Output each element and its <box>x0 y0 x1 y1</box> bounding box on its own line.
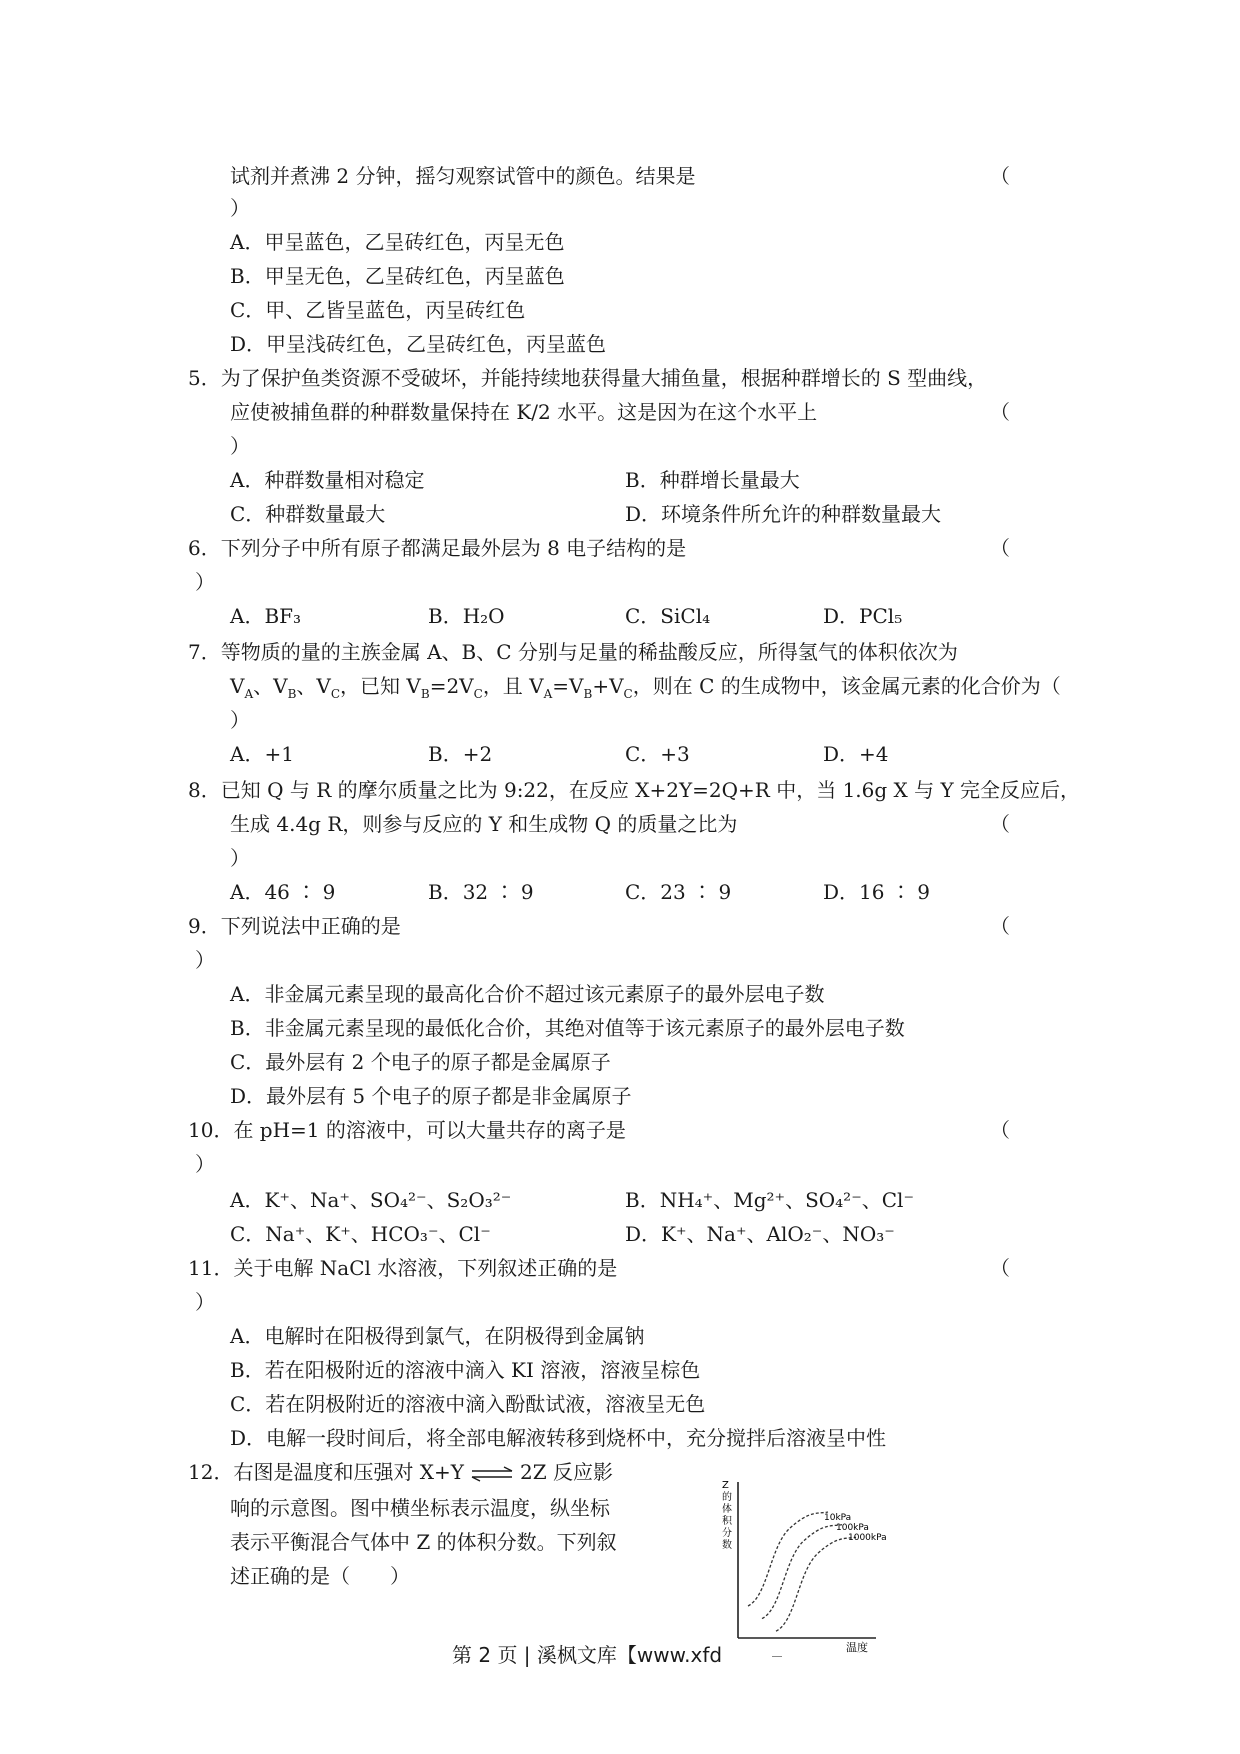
q10-option-a: A．K⁺、Na⁺、SO₄²⁻、S₂O₃²⁻ <box>230 1188 512 1212</box>
answer-paren-close: ） <box>195 948 215 972</box>
q7-option-b: B．+2 <box>428 742 493 766</box>
q4-option-a: A．甲呈蓝色，乙呈砖红色，丙呈无色 <box>230 230 565 254</box>
q6-option-d: D．PCl₅ <box>823 604 903 628</box>
q12-stem-line1-part1: 12．右图是温度和压强对 X+Y <box>188 1460 465 1484</box>
y-axis-label-char: 的 <box>722 1492 732 1503</box>
y-axis-label-char: 分 <box>722 1528 732 1539</box>
series-line-1 <box>748 1512 828 1606</box>
answer-paren-close: ） <box>230 196 250 220</box>
q5-option-d: D．环境条件所允许的种群数量最大 <box>625 502 942 526</box>
y-axis-label-char: 积 <box>722 1516 732 1527</box>
q5-stem-line2: 应使被捕鱼群的种群数量保持在 K/2 水平。这是因为在这个水平上 <box>230 400 818 424</box>
answer-paren-open: （ <box>990 164 1010 188</box>
q12-stem-line3: 表示平衡混合气体中 Z 的体积分数。下列叙 <box>230 1530 617 1554</box>
q5-stem-line1: 5．为了保护鱼类资源不受破坏，并能持续地获得量大捕鱼量，根据种群增长的 S 型曲线， <box>188 366 988 390</box>
q8-option-b: B．32 ∶ 9 <box>428 880 534 904</box>
q4-option-d: D．甲呈浅砖红色，乙呈砖红色，丙呈蓝色 <box>230 332 607 356</box>
q7-option-a: A．+1 <box>230 742 294 766</box>
q6-stem: 6．下列分子中所有原子都满足最外层为 8 电子结构的是 <box>188 536 687 560</box>
q11-option-c: C．若在阴极附近的溶液中滴入酚酞试液，溶液呈无色 <box>230 1392 706 1416</box>
y-axis-label-char: 体 <box>722 1504 732 1515</box>
answer-paren-open: （ <box>990 1118 1010 1142</box>
q11-option-d: D．电解一段时间后，将全部电解液转移到烧杯中，充分搅拌后溶液呈中性 <box>230 1426 887 1450</box>
q12-stem-line1 <box>188 1458 613 1486</box>
q11-option-b: B．若在阳极附近的溶液中滴入 KI 溶液，溶液呈棕色 <box>230 1358 701 1382</box>
y-axis-label <box>722 1480 733 1551</box>
answer-paren-open: （ <box>990 400 1010 424</box>
q7-option-d: D．+4 <box>823 742 889 766</box>
answer-paren-close: ） <box>230 708 250 732</box>
y-axis-label-char: 数 <box>722 1540 732 1551</box>
q7-stem-line1: 7．等物质的量的主族金属 A、B、C 分别与足量的稀盐酸反应，所得氢气的体积依次为 <box>188 640 958 664</box>
q4-option-b: B．甲呈无色，乙呈砖红色，丙呈蓝色 <box>230 264 565 288</box>
y-axis-label-char: Z <box>722 1480 729 1491</box>
x-axis-label: 温度 <box>846 1641 868 1654</box>
q11-stem: 11．关于电解 NaCl 水溶液，下列叙述正确的是 <box>188 1256 618 1280</box>
q6-option-a: A．BF₃ <box>230 604 302 628</box>
answer-paren-open: （ <box>990 812 1010 836</box>
series-line-3 <box>776 1537 856 1631</box>
q8-option-d: D．16 ∶ 9 <box>823 880 930 904</box>
answer-paren-close: ） <box>195 1152 215 1176</box>
q6-option-b: B．H₂O <box>428 604 505 628</box>
q7-option-c: C．+3 <box>625 742 690 766</box>
series-label-3: 1000kPa <box>848 1533 887 1543</box>
q9-option-c: C．最外层有 2 个电子的原子都是金属原子 <box>230 1050 611 1074</box>
series-line-2 <box>762 1525 842 1619</box>
q10-option-c: C．Na⁺、K⁺、HCO₃⁻、Cl⁻ <box>230 1222 491 1246</box>
q11-option-a: A．电解时在阳极得到氯气，在阴极得到金属钠 <box>230 1324 645 1348</box>
q12-stem-line1-part2: 2Z 反应影 <box>520 1460 613 1484</box>
q9-stem: 9．下列说法中正确的是 <box>188 914 401 938</box>
q10-stem: 10．在 pH=1 的溶液中，可以大量共存的离子是 <box>188 1118 626 1142</box>
q10-option-d: D．K⁺、Na⁺、AlO₂⁻、NO₃⁻ <box>625 1222 895 1246</box>
q9-option-a: A．非金属元素呈现的最高化合价不超过该元素原子的最外层电子数 <box>230 982 825 1006</box>
q9-option-d: D．最外层有 5 个电子的原子都是非金属原子 <box>230 1084 632 1108</box>
series-label-1: 10kPa <box>824 1513 852 1523</box>
q4-option-c: C．甲、乙皆呈蓝色，丙呈砖红色 <box>230 298 526 322</box>
footer-dash <box>772 1656 782 1657</box>
q12-stem-line4: 述正确的是（ ） <box>230 1564 410 1588</box>
page-footer: 第 2 页 | 溪枫文库【www.xfd <box>452 1643 723 1667</box>
answer-paren-open: （ <box>990 536 1010 560</box>
q8-option-a: A．46 ∶ 9 <box>230 880 336 904</box>
answer-paren-open: （ <box>990 1256 1010 1280</box>
q4-stem-continuation: 试剂并煮沸 2 分钟，摇匀观察试管中的颜色。结果是 <box>230 164 696 188</box>
answer-paren-close: ） <box>195 1290 215 1314</box>
q10-option-b: B．NH₄⁺、Mg²⁺、SO₄²⁻、Cl⁻ <box>625 1188 915 1212</box>
q7-stem-line2: $V_A$、$V_B$、$V_C$，已知 $V_B=2V_C$，且 $V_A=V_B+V_C$，则在 C 的生成物中，该金属元素的化合价为（ <box>230 674 1061 701</box>
q12-stem-line2: 响的示意图。图中横坐标表示温度，纵坐标 <box>230 1496 610 1520</box>
answer-paren-close: ） <box>230 846 250 870</box>
q5-option-c: C．种群数量最大 <box>230 502 386 526</box>
q8-option-c: C．23 ∶ 9 <box>625 880 732 904</box>
answer-paren-close: ） <box>230 434 250 458</box>
answer-paren-close: ） <box>195 570 215 594</box>
answer-paren-open: （ <box>990 914 1010 938</box>
pressure-temperature-chart <box>718 1476 888 1656</box>
q8-stem-line1: 8．已知 Q 与 R 的摩尔质量之比为 9:22，在反应 X+2Y=2Q+R 中，当 1.6g X 与 Y 完全反应后， <box>188 778 1081 802</box>
q6-option-c: C．SiCl₄ <box>625 604 711 628</box>
series-label-2: 100kPa <box>836 1523 869 1533</box>
q8-stem-line2: 生成 4.4g R，则参与反应的 Y 和生成物 Q 的质量之比为 <box>230 812 738 836</box>
q5-option-b: B．种群增长量最大 <box>625 468 800 492</box>
q9-option-b: B．非金属元素呈现的最低化合价，其绝对值等于该元素原子的最外层电子数 <box>230 1016 905 1040</box>
reversible-arrow-icon <box>468 1466 516 1482</box>
q5-option-a: A．种群数量相对稳定 <box>230 468 425 492</box>
